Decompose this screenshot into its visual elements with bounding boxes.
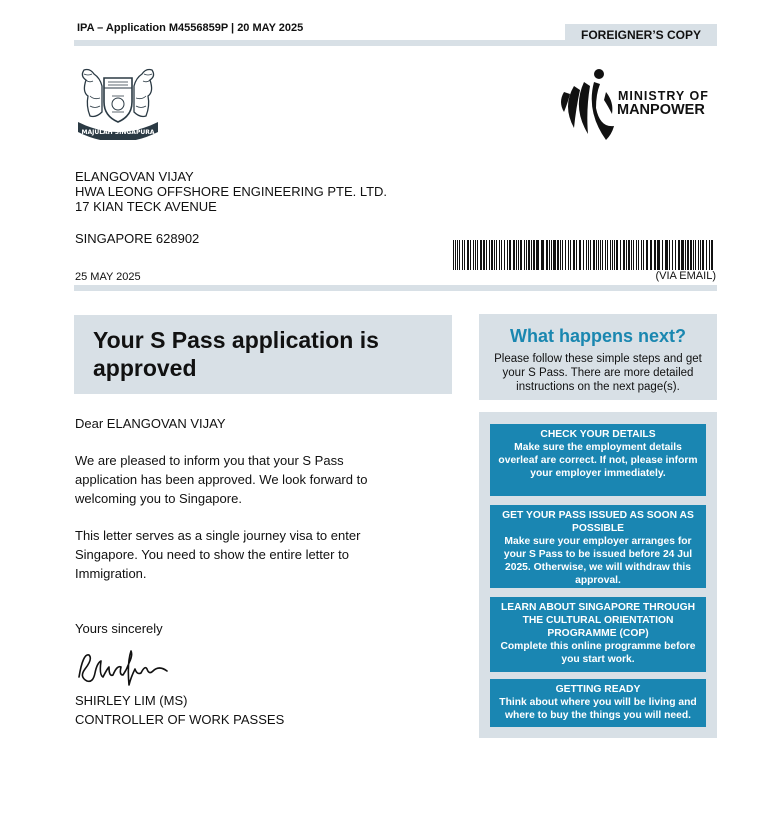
barcode-bar [700, 240, 701, 270]
barcode-bar [524, 240, 525, 270]
step-getting-ready [490, 679, 706, 727]
recipient-company: HWA LEONG OFFSHORE ENGINEERING PTE. LTD. [75, 184, 388, 199]
barcode-bar [681, 240, 684, 270]
barcode-bar [636, 240, 637, 270]
barcode-bar [499, 240, 500, 270]
step-body: Make sure the employment details overleaf are correct. If not, please inform your employer immediately. [498, 442, 698, 479]
letter-date: 25 MAY 2025 [75, 271, 141, 283]
barcode-bar [612, 240, 613, 270]
barcode-bar [475, 240, 476, 270]
barcode-bar [568, 240, 569, 270]
step-title: GET YOUR PASS ISSUED AS SOON AS POSSIBLE [502, 510, 694, 534]
barcode-bar [620, 240, 621, 270]
barcode-bar [633, 240, 634, 270]
recipient-city: SINGAPORE 628902 [75, 231, 200, 246]
barcode-bar [685, 240, 686, 270]
barcode-bar [513, 240, 515, 270]
barcode-bar [565, 240, 566, 270]
barcode-bar [657, 240, 660, 270]
barcode-bar [557, 240, 559, 270]
barcode-bar [549, 240, 550, 270]
barcode-bar [473, 240, 474, 270]
barcode-bar [631, 240, 632, 270]
barcode-bar [462, 240, 463, 270]
barcode-bar [650, 240, 652, 270]
barcode-bar [541, 240, 544, 270]
step-title: CHECK YOUR DETAILS [540, 429, 656, 440]
barcode-bar [690, 240, 692, 270]
mom-emblem-icon [561, 69, 614, 140]
barcode-bar [579, 240, 581, 270]
barcode-bar [616, 240, 618, 270]
barcode-bar [614, 240, 615, 270]
approval-title: Your S Pass application is approved [93, 327, 379, 381]
singapore-crest-icon [74, 66, 162, 140]
barcode-bar [467, 240, 469, 270]
barcode-bar [583, 240, 584, 270]
step-check-details [490, 424, 706, 496]
barcode-bar [560, 240, 561, 270]
barcode-bar [590, 240, 591, 270]
barcode-bar [491, 240, 493, 270]
recipient-address [75, 169, 387, 214]
delivery-method: (VIA EMAIL) [655, 270, 716, 282]
step-get-pass-issued [490, 505, 706, 588]
next-steps-title: What happens next? [509, 326, 686, 346]
barcode-bar [531, 240, 532, 270]
barcode-bar [638, 240, 639, 270]
barcode-bar [678, 240, 680, 270]
barcode-bar [588, 240, 589, 270]
barcode-bar [546, 240, 548, 270]
barcode-bar [646, 240, 648, 270]
mom-line-1: MINISTRY OF [618, 89, 709, 103]
barcode-bar [628, 240, 630, 270]
barcode-bar [570, 240, 571, 270]
barcode-bar [464, 240, 465, 270]
recipient-name: ELANGOVAN VIJAY [75, 169, 194, 184]
step-body: Think about where you will be living and where to buy the things you will need. [499, 697, 697, 721]
signer-block [75, 691, 284, 729]
paragraph-visa: This letter serves as a single journey visa to enter Singapore. You need to show the entire letter to Immigration. [75, 528, 361, 581]
barcode-bar [507, 240, 508, 270]
barcode-bar [641, 240, 642, 270]
barcode-bar [602, 240, 603, 270]
step-title: LEARN ABOUT SINGAPORE THROUGH THE CULTURAL ORIENTATION PROGRAMME (COP) [500, 602, 696, 639]
application-reference: IPA – Application M4556859P | 20 MAY 2025 [77, 22, 304, 34]
barcode-bar [598, 240, 599, 270]
barcode-bar [551, 240, 552, 270]
barcode-bar [494, 240, 495, 270]
barcode-bar [662, 240, 663, 270]
next-steps-header [479, 314, 717, 400]
crest-motto: MAJULAH SINGAPURA [81, 129, 155, 136]
barcode-bar [480, 240, 482, 270]
barcode-bar [711, 240, 713, 270]
barcode-bar [600, 240, 601, 270]
barcode-bar [593, 240, 595, 270]
barcode-bar [702, 240, 704, 270]
barcode-bar [623, 240, 625, 270]
next-steps-panel [479, 412, 717, 738]
barcode-bar [654, 240, 656, 270]
barcode-bar [504, 240, 505, 270]
barcode-bar [470, 240, 471, 270]
barcode-bar [693, 240, 694, 270]
barcode-bar [501, 240, 502, 270]
barcode-bar [483, 240, 485, 270]
closing: Yours sincerely [75, 621, 163, 636]
barcode-bar [626, 240, 627, 270]
barcode-bar [687, 240, 689, 270]
barcode-bar [596, 240, 597, 270]
step-cultural-orientation [490, 597, 706, 672]
barcode-bar [486, 240, 487, 270]
barcode [453, 240, 715, 270]
barcode-bar [605, 240, 606, 270]
barcode-bar [610, 240, 611, 270]
barcode-bar [709, 240, 710, 270]
signer-title: CONTROLLER OF WORK PASSES [75, 712, 285, 727]
barcode-bar [573, 240, 575, 270]
recipient-street: 17 KIAN TECK AVENUE [75, 199, 217, 214]
barcode-bar [536, 240, 539, 270]
copy-label: FOREIGNER’S COPY [565, 24, 717, 46]
barcode-bar [520, 240, 522, 270]
mom-line-2: MANPOWER [617, 102, 705, 118]
barcode-bar [489, 240, 490, 270]
barcode-bar [586, 240, 587, 270]
barcode-bar [477, 240, 478, 270]
signer-name: SHIRLEY LIM (MS) [75, 693, 188, 708]
barcode-bar [695, 240, 696, 270]
barcode-bar [706, 240, 707, 270]
barcode-bar [675, 240, 676, 270]
next-steps-description: Please follow these simple steps and get your S Pass. There are more detailed instructions on the next page(s). [494, 353, 702, 393]
barcode-bar [562, 240, 563, 270]
barcode-bar [665, 240, 668, 270]
barcode-bar [669, 240, 670, 270]
barcode-bar [453, 240, 454, 270]
barcode-bar [533, 240, 535, 270]
salutation: Dear ELANGOVAN VIJAY [75, 416, 226, 431]
barcode-bar [672, 240, 673, 270]
barcode-bar [496, 240, 497, 270]
barcode-bar [457, 240, 458, 270]
step-body: Complete this online programme before you start work. [500, 641, 696, 665]
step-body: Make sure your employer arranges for your S Pass to be issued before 24 Jul 2025. Otherwise, we will withdraw this approval. [503, 536, 693, 586]
step-title: GETTING READY [555, 684, 641, 695]
barcode-bar [509, 240, 511, 270]
paragraph-approval: We are pleased to inform you that your S Pass application has been approved. We look forward to welcoming you to Singapore. [75, 453, 368, 506]
barcode-bar [553, 240, 556, 270]
barcode-bar [643, 240, 644, 270]
barcode-bar [518, 240, 519, 270]
barcode-bar [607, 240, 608, 270]
barcode-bar [459, 240, 460, 270]
barcode-bar [698, 240, 699, 270]
approval-title-box [74, 315, 452, 394]
signature [73, 647, 173, 689]
barcode-bar [455, 240, 456, 270]
date-rule [74, 285, 717, 291]
barcode-bar [528, 240, 530, 270]
barcode-bar [516, 240, 517, 270]
ministry-of-manpower-logo [556, 68, 716, 144]
barcode-bar [526, 240, 527, 270]
barcode-bar [576, 240, 577, 270]
